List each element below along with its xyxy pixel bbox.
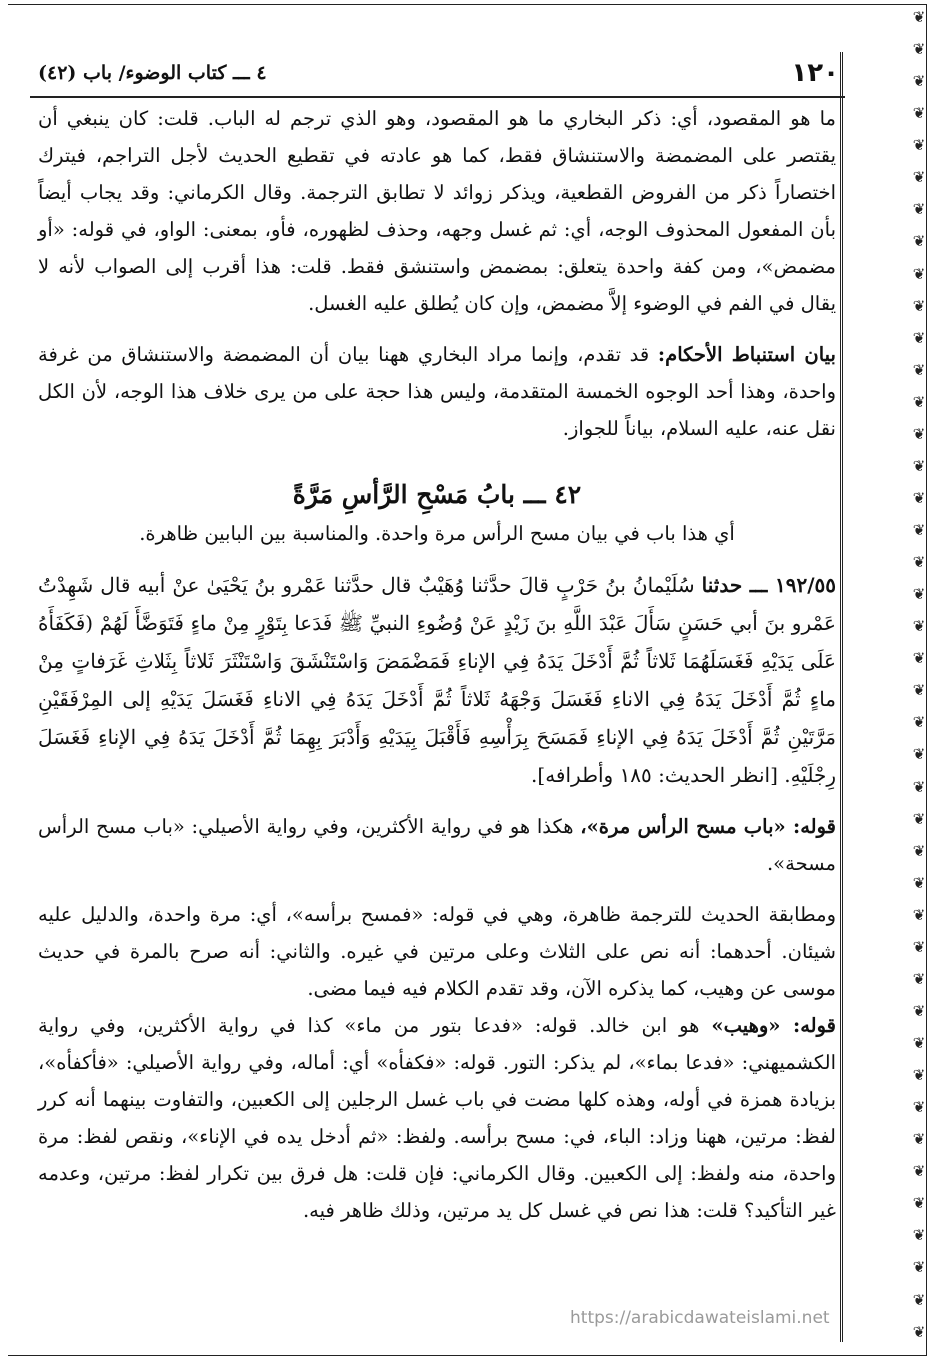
ornament-icon: ❦ (912, 72, 926, 91)
ornament-border (908, 10, 930, 1340)
commentary-text: ومطابقة الحديث للترجمة ظاهرة، وهي في قوله: «فمسح برأسه»، أي: مرة واحدة، والدليل عليه شيئان. أحدهما: أنه نص على الثلاث وعلى مرتين في غيره. والثاني: أنه صرح بالمرة في حديث موسى عن وهيب، كما يذكره الآن، وقد تقدم الكلام فيه فيما مضى. (38, 903, 836, 1000)
chapter-title: ٤ ـــ كتاب الوضوء/ باب (٤٢) (38, 62, 267, 84)
commentary-paragraph (38, 1007, 836, 1229)
watermark-url: https://arabicdawateislami.net (570, 1308, 830, 1328)
ornament-icon: ❦ (912, 713, 926, 732)
ornament-icon: ❦ (912, 1226, 926, 1245)
ornament-icon: ❦ (912, 1162, 926, 1181)
ornament-icon: ❦ (912, 328, 926, 347)
ornament-icon: ❦ (912, 104, 926, 123)
ornament-icon: ❦ (912, 1098, 926, 1117)
ornament-icon: ❦ (912, 8, 926, 26)
commentary-paragraph (38, 808, 836, 882)
ornament-icon: ❦ (912, 1001, 926, 1020)
ornament-icon: ❦ (912, 168, 926, 187)
ornament-icon: ❦ (912, 681, 926, 700)
commentary-text: هو ابن خالد. قوله: «فدعا بتور من ماء» كذا في رواية الأكثرين، وفي رواية الكشميهني: «فدعا بماء»، لم يذكر: التور. قوله: «فكفأه» أي: أماله، وفي رواية الأصيلي: «فأكفأه»، بزيادة همزة في أوله، وهذه كلها مضت في باب غسل الرجلين إلى الكعبين، والتفاوت بينهما أنه كرر لفظ: مرتين، ههنا وزاد: الباء، في: مسح برأسه. ولفظ: «ثم أدخل يده في الإناء»، ونقص لفظ: مرة واحدة، منه ولفظ: إلى الكعبين. وقال الكرماني: فإن قلت: هل فرق بين تكرار لفظ: مرتين، وعدمه غير التأكيد؟ قلت: هذا نص في غسل كل يد مرتين، وذلك ظاهر فيه. (38, 1014, 836, 1222)
ornament-icon: ❦ (912, 296, 926, 315)
ornament-icon: ❦ (912, 488, 926, 507)
paragraph-intro: ما هو المقصود، أي: ذكر البخاري ما هو المقصود، وهو الذي ترجم له الباب. قلت: كان ينبغي أن يقتصر على المضمضة والاستنشاق فقط، كما هو عادته في تقطيع الحديث لأجل التراجم، فيترك اختصاراً ذكر من الفروض القطعية، ويذكر زوائد لا تطابق الترجمة. وقال الكرماني: وقد يجاب أيضاً بأن المفعول المحذوف الوجه، أي: ثم غسل وجهه، وحذف لظهوره، فأو، بمعنى: الواو، في قوله: «أو مضمض»، ومن كفة واحدة يتعلق: بمضمض واستنشق فقط. قلت: هذا أقرب إلى الصواب لأنه لا يقال في الفم في الوضوء إلاَّ مضمض، وإن كان يُطلق عليه الغسل. (38, 107, 836, 315)
commentary-paragraph (38, 896, 836, 1007)
ornament-icon: ❦ (912, 873, 926, 892)
bab-title: ٤٢ ـــ بابُ مَسْحِ الرَّأسِ مَرَّةً (292, 480, 582, 509)
ornament-icon: ❦ (912, 136, 926, 155)
ornament-icon: ❦ (912, 585, 926, 604)
ornament-icon: ❦ (912, 424, 926, 443)
ornament-icon: ❦ (912, 937, 926, 956)
ornament-icon: ❦ (912, 1258, 926, 1277)
commentary-lead: قوله: «باب مسح الرأس مرة»، (580, 815, 837, 838)
ornament-icon: ❦ (912, 521, 926, 539)
ornament-icon: ❦ (912, 1066, 926, 1085)
ornament-icon: ❦ (912, 841, 926, 860)
running-header (30, 52, 845, 98)
ornament-icon: ❦ (912, 905, 926, 924)
ornament-icon: ❦ (912, 777, 926, 796)
ornament-icon: ❦ (912, 1130, 926, 1149)
hadith-text (38, 566, 836, 794)
ornament-icon: ❦ (912, 1034, 926, 1052)
commentary-text: هكذا هو في رواية الأكثرين، وفي رواية الأصيلي: «باب مسح الرأس مسحة». (38, 815, 836, 875)
ornament-icon: ❦ (912, 553, 926, 572)
ornament-icon: ❦ (912, 40, 926, 59)
ornament-icon: ❦ (912, 1194, 926, 1213)
ornament-icon: ❦ (912, 649, 926, 668)
hadith-lead: حدثنا (701, 573, 750, 597)
page-body (38, 100, 836, 1229)
ornament-icon: ❦ (912, 264, 926, 283)
hadith-body: سُلَيْمانُ بنُ حَرْبٍ قالَ حدَّثنا وُهَيْبٌ قال حدَّثنا عَمْرو بنُ يَحْيَىٰ عنْ أبيه قال شَهِدْتُ عَمْرو بنَ أبي حَسَنٍ سَأَلَ عَبْدَ اللَّهِ بنَ زَيْدٍ عَنْ وُضُوءِ النبيِّ ﷺ فَدَعا بِتَوْرٍ مِنْ ماءٍ فَتَوَضَّأَ لَهُمْ (فَكَفَأَهُ عَلَى يَدَيْهِ فَغَسَلَهُمَا ثَلاثاً ثُمَّ أَدْخَلَ يَدَهُ فِي الإناءِ فَمَضْمَضَ وَاسْتَنْشَقَ وَاسْتَنْثَرَ ثَلاثاً بِثَلاثِ غَرَفاتٍ مِنْ ماءٍ ثُمَّ أَدْخَلَ يَدَهُ فِي الاناءِ فَغَسَلَ وَجْهَهُ ثَلاثاً ثُمَّ أَدْخَلَ يَدَهُ فِي الاناءِ فَغَسَلَ يَدَيْهِ إلى المِرْفَقَيْنِ مَرَّتَيْنِ ثُمَّ أَدْخَلَ يَدَهُ فِي الإناءِ فَمَسَحَ بِرَأْسِهِ فَأَقْبَلَ بِيَدَيْهِ وَأَدْبَرَ بِهِمَا ثُمَّ أَدْخَلَ يَدَهُ فِي الإناءِ فَغَسَلَ رِجْلَيْهِ. [انظر الحديث: ١٨٥ وأطرافه]. (38, 573, 836, 787)
ornament-icon: ❦ (912, 1290, 926, 1309)
ahkam-label: بيان استنباط الأحكام: (657, 343, 836, 366)
ornament-icon: ❦ (912, 200, 926, 219)
commentary-lead: قوله: «وهيب» (711, 1014, 837, 1037)
ornament-icon: ❦ (912, 392, 926, 411)
ornament-icon: ❦ (912, 617, 926, 636)
bab-subtitle: أي هذا باب في بيان مسح الرأس مرة واحدة. والمناسبة بين البابين ظاهرة. (139, 522, 735, 545)
ornament-icon: ❦ (912, 456, 926, 475)
ornament-icon: ❦ (912, 1322, 926, 1341)
ornament-icon: ❦ (912, 745, 926, 764)
ornament-icon: ❦ (912, 969, 926, 988)
hadith-number: ١٩٢/٥٥ ـــ (749, 573, 836, 597)
ornament-icon: ❦ (912, 809, 926, 828)
paragraph-ahkam (38, 336, 836, 447)
page-number: ١٢٠ (791, 58, 839, 88)
ornament-icon: ❦ (912, 232, 926, 251)
ornament-icon: ❦ (912, 360, 926, 379)
ahkam-text: قد تقدم، وإنما مراد البخاري ههنا بيان أن المضمضة والاستنشاق من غرفة واحدة، وهذا أحد الوجوه الخمسة المتقدمة، وليس هذا حجة على من يرى خلاف هذا الوجه، لأن الكل نقل عنه، عليه السلام، بياناً للجواز. (38, 343, 836, 440)
